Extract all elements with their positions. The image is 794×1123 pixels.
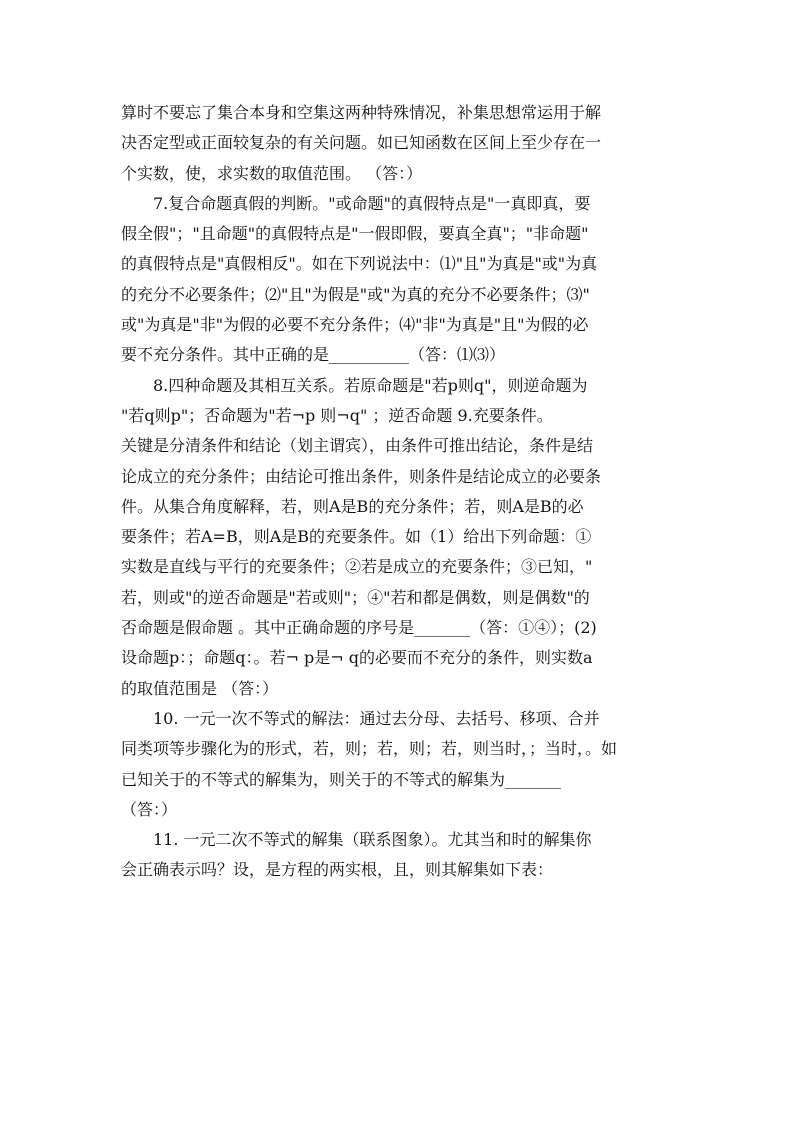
text-line: 同类项等步骤化为的形式，若，则；若，则；若，则当时，；当时，。如 [121, 739, 618, 759]
text-line: 论成立的充分条件；由结论可推出条件，则条件是结论成立的必要条 [121, 466, 602, 486]
text-line: 或"为真是"非"为假的必要不充分条件；⑷"非"为真是"且"为假的必 [121, 315, 589, 335]
text-line: 会正确表示吗？设，是方程的两实根，且，则其解集如下表： [121, 860, 554, 880]
text-line: 要不充分条件。其中正确的是__________（答：⑴⑶） [121, 345, 506, 365]
text-line: 8.四种命题及其相互关系。若原命题是"若p则q"，则逆命题为 [153, 375, 588, 395]
text-line: 关键是分清条件和结论（划主谓宾），由条件可推出结论，条件是结 [121, 436, 594, 456]
text-line: 7.复合命题真假的判断。"或命题"的真假特点是"一真即真，要 [153, 193, 591, 213]
text-line: 设命题p：；命题q：。若¬ p是¬ q的必要而不充分的条件，则实数a [121, 648, 593, 668]
text-line: 10. 一元一次不等式的解法：通过去分母、去括号、移项、合并 [153, 708, 600, 728]
text-line: 否命题是假命题 。其中正确命题的序号是_______（答：①④）；(2) [121, 618, 597, 638]
text-line: （答：） [121, 799, 178, 819]
text-line: 假全假"；"且命题"的真假特点是"一假即假，要真全真"；"非命题" [121, 224, 589, 244]
text-line: 个实数，使，求实数的取值范围。 （答：） [121, 163, 423, 183]
text-line: "若q则p"；否命题为"若¬p 则¬q" ；逆否命题 9.充要条件。 [121, 405, 553, 425]
text-line: 算时不要忘了集合本身和空集这两种特殊情况，补集思想常运用于解 [121, 103, 602, 122]
text-line: 的真假特点是"真假相反"。如在下列说法中：⑴"且"为真是"或"为真 [121, 254, 598, 274]
document-body [121, 98, 673, 886]
text-line: 的充分不必要条件；⑵"且"为假是"或"为真的充分不必要条件；⑶" [121, 284, 590, 304]
text-line: 实数是直线与平行的充要条件；②若是成立的充要条件；③已知，" [121, 557, 593, 577]
text-line: 件。从集合角度解释，若，则A是B的充分条件；若，则A是B的必 [121, 496, 584, 516]
text-line: 的取值范围是 （答：） [121, 678, 279, 698]
text-line: 11. 一元二次不等式的解集（联系图象）。尤其当和时的解集你 [153, 830, 592, 850]
text-line: 已知关于的不等式的解集为，则关于的不等式的解集为_______ [121, 769, 562, 789]
text-line: 若，则或"的逆否命题是"若或则"；④"若和都是偶数，则是偶数"的 [121, 587, 590, 607]
text-line: 要条件；若A=B，则A是B的充要条件。如（1）给出下列命题：① [121, 527, 592, 547]
text-line: 决否定型或正面较复杂的有关问题。如已知函数在区间上至少存在一 [121, 133, 602, 153]
